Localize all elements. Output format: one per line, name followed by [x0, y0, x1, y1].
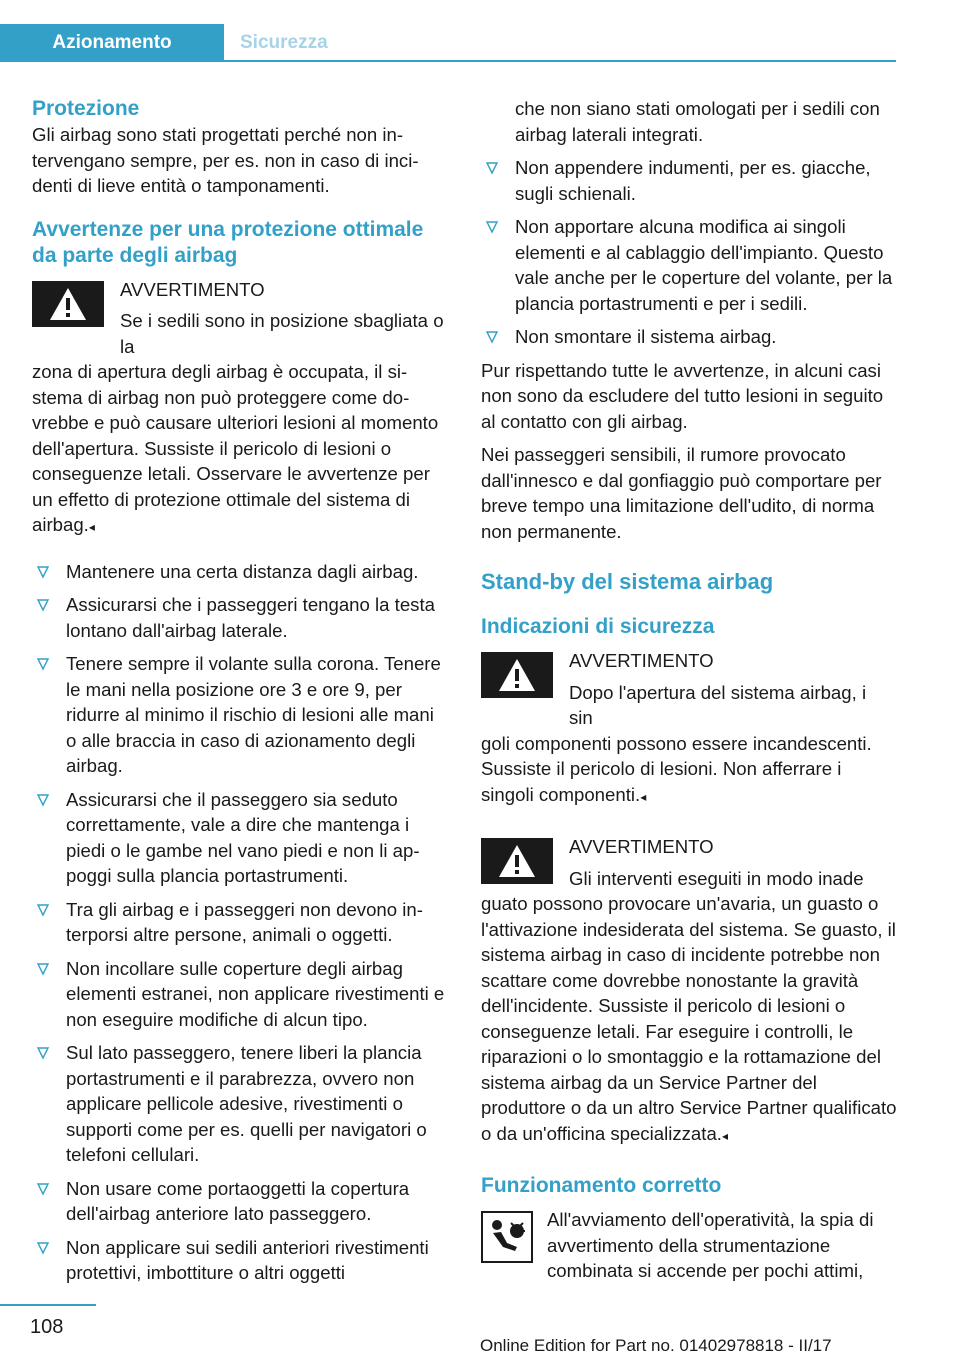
function-heading: Funzionamento corretto	[481, 1174, 722, 1197]
protection-text: Gli airbag sono stati progettati perché non intervengano sempre, per es. non in caso di incidenti di lieve entità o tamponamenti.	[32, 124, 419, 196]
triangle-bullet-icon	[36, 598, 50, 612]
warning-block	[481, 834, 897, 1149]
warning-title: AVVERTIMENTO	[569, 836, 714, 857]
triangle-bullet-icon	[485, 220, 499, 234]
section-tab-sicurezza: Sicurezza	[240, 32, 328, 53]
header-divider	[0, 60, 896, 62]
end-marker: ◂	[640, 789, 647, 804]
triangle-bullet-icon	[485, 161, 499, 175]
list-item: Non applicare sui sedili anteriori rivestimenti protettivi, imbottiture o altri oggetti	[32, 1235, 448, 1286]
left-column	[32, 96, 448, 1294]
triangle-bullet-icon	[485, 330, 499, 344]
warning-first-line: Dopo l'apertura del sistema airbag, i sin	[569, 681, 867, 728]
warning-title: AVVERTIMENTO	[120, 278, 265, 300]
triangle-bullet-icon	[36, 1241, 50, 1255]
list-item: Assicurarsi che i passeggeri tengano la testa lontano dall'airbag laterale.	[32, 592, 448, 643]
warning-title: AVVERTIMENTO	[569, 650, 714, 671]
left-bullet-list	[32, 559, 448, 1286]
footer-divider	[0, 1304, 96, 1306]
warning-block	[32, 277, 448, 541]
protection-heading: Protezione	[32, 97, 140, 120]
safety-heading: Indicazioni di sicurezza	[481, 615, 715, 638]
list-item: Non incollare sulle coperture degli airbag elementi estranei, non applicare rivestimenti e non eseguire modifiche di alcun tipo.	[32, 956, 448, 1033]
list-item: Mantenere una certa distanza dagli airbag.	[32, 559, 448, 585]
triangle-bullet-icon	[36, 903, 50, 917]
triangle-bullet-icon	[36, 657, 50, 671]
section-tab-azionamento: Azionamento	[0, 24, 224, 62]
warning-first-line: Gli interventi eseguiti in modo inade	[569, 867, 864, 889]
standby-heading: Stand-by del sistema airbag	[481, 569, 774, 594]
triangle-bullet-icon	[36, 565, 50, 579]
list-item: Non apportare alcuna modifica ai singoli elementi e al cablaggio dell'impianto. Questo vale anche per le coperture del volante, per la plancia portastrumenti e per i sedili.	[481, 214, 897, 316]
warning-triangle-icon	[32, 281, 104, 327]
warning-triangle-icon	[481, 838, 553, 884]
list-item-continuation: che non siano stati omologati per i sedili con airbag laterali integrati.	[515, 98, 880, 145]
right-bullet-list	[481, 96, 897, 350]
warning-text: guato possono provocare un'avaria, un guasto o l'attivazione indesiderata del sistema. Se guasto, il sistema airbag in caso di incidente potrebbe non scattare come dovrebbe nonostante la gravità dell'incidente. Sussiste il pericolo di lesioni o conseguenze letali. Far eseguire i controlli, le riparazioni o lo smontaggio e la rottamazione del sistema airbag da un Service Partner del produttore o da un altro Service Partner qualificato o da un'officina specializzata.	[481, 893, 897, 1144]
triangle-bullet-icon	[36, 962, 50, 976]
list-item: Assicurarsi che il passeggero sia seduto correttamente, vale a dire che mantenga i piedi o le gambe nel vano piedi e non li appoggi sulla plancia portastrumenti.	[32, 787, 448, 889]
warning-triangle-icon	[481, 652, 553, 698]
warning-block	[481, 648, 897, 810]
list-item: Tra gli airbag e i passeggeri non devono interporsi altre persone, animali o oggetti.	[32, 897, 448, 948]
airbag-warning-light-icon	[481, 1211, 533, 1263]
function-block	[481, 1207, 897, 1284]
right-column	[481, 96, 897, 1284]
end-marker: ◂	[721, 1128, 728, 1143]
function-text: All'avviamento dell'operatività, la spia di avvertimento della strumentazione combinata si accende per pochi attimi,	[547, 1209, 874, 1281]
warning-text: zona di apertura degli airbag è occupata, il sistema di airbag non può proteggere come dovrebbe e può causare ulteriori lesioni al momento dell'apertura. Sussiste il pericolo di lesioni o conseguenze letali. Osservare le avvertenze per un effetto di protezione ottimale del sistema di airbag.	[32, 361, 439, 535]
page-number: 108	[30, 1316, 64, 1338]
optimal-protection-heading: Avvertenze per una protezione ottimale da parte degli airbag	[32, 217, 424, 267]
list-item: Tenere sempre il volante sulla corona. Tenere le mani nella posizione ore 3 e ore 9, per ridurre al minimo il rischio di lesioni alle mani o alle braccia in caso di azionamento degli airbag.	[32, 651, 448, 779]
warning-text: goli componenti possono essere incandescenti. Sussiste il pericolo di lesioni. Non afferrare i singoli componenti.	[481, 732, 872, 805]
triangle-bullet-icon	[36, 1046, 50, 1060]
edition-note: Online Edition for Part no. 01402978818 - II/17	[480, 1336, 832, 1355]
page-header	[0, 24, 896, 62]
triangle-bullet-icon	[36, 1182, 50, 1196]
list-item: Non usare come portaoggetti la copertura dell'airbag anteriore lato passeggero.	[32, 1176, 448, 1227]
list-item: Sul lato passeggero, tenere liberi la plancia portastrumenti e il parabrezza, ovvero non applicare pellicole adesive, rivestimenti o supporti come per es. quelli per navigatori o telefoni cellulari.	[32, 1040, 448, 1168]
list-item: Non smontare il sistema airbag.	[481, 324, 897, 350]
end-marker: ◂	[88, 520, 95, 534]
warning-first-line: Se i sedili sono in posizione sbagliata o la	[120, 310, 444, 357]
paragraph-hearing: Nei passeggeri sensibili, il rumore provocato dall'innesco e dal gonfiaggio può comportare per breve tempo una limitazione dell'udito, di norma non permanente.	[481, 444, 882, 542]
triangle-bullet-icon	[36, 793, 50, 807]
list-item: Non appendere indumenti, per es. giacche, sugli schienali.	[481, 155, 897, 206]
paragraph-injuries: Pur rispettando tutte le avvertenze, in alcuni casi non sono da escludere del tutto lesioni in seguito al contatto con gli airbag.	[481, 359, 884, 432]
